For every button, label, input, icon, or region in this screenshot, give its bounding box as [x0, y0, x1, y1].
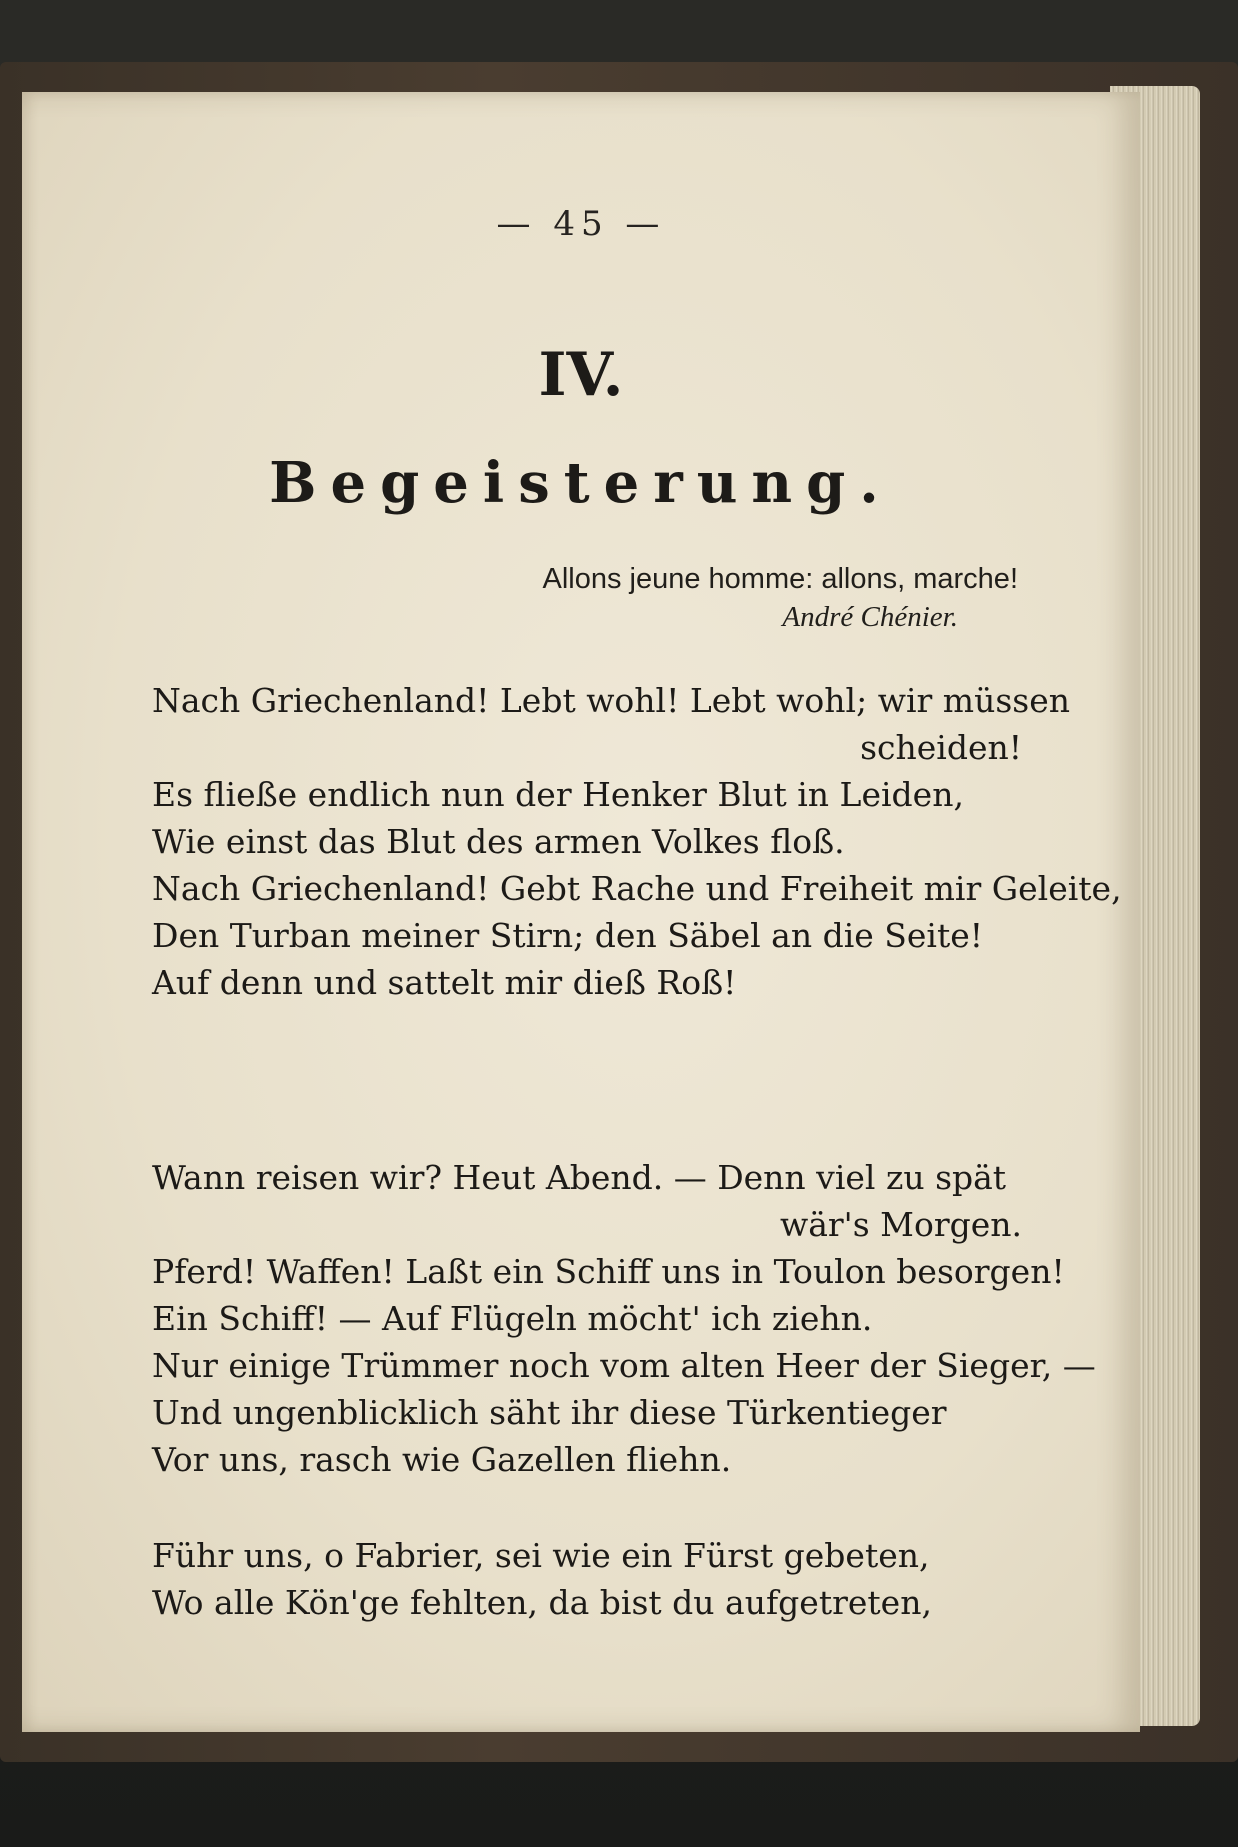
book-page: [22, 92, 1140, 1732]
verse-line-continuation: wär's Morgen.: [779, 1205, 1022, 1244]
epigraph: [542, 560, 1018, 636]
verse-line: Ein Schiff! — Auf Flügeln möcht' ich ziehn.: [152, 1299, 873, 1338]
verse-line: Und ungenblicklich säht ihr diese Türkentieger: [152, 1393, 947, 1432]
chapter-title: Begeisterung.: [269, 450, 893, 516]
page-number: — 45 —: [496, 204, 666, 244]
stanza-3: [152, 1532, 1022, 1626]
verse-line-continuation: scheiden!: [860, 728, 1022, 767]
verse-line: Es fließe endlich nun der Henker Blut in Leiden,: [152, 775, 964, 814]
chapter-number: IV.: [538, 340, 624, 410]
verse-line: Nur einige Trümmer noch vom alten Heer der Sieger, —: [152, 1346, 1096, 1385]
epigraph-author: André Chénier.: [782, 601, 958, 633]
verse-line: Führ uns, o Fabrier, sei wie ein Fürst gebeten,: [152, 1536, 930, 1575]
verse-line: Vor uns, rasch wie Gazellen fliehn.: [152, 1440, 732, 1479]
verse-line: Den Turban meiner Stirn; den Säbel an die Seite!: [152, 916, 984, 955]
verse-line: Pferd! Waffen! Laßt ein Schiff uns in Toulon besorgen!: [152, 1252, 1065, 1291]
verse-line: Auf denn und sattelt mir dieß Roß!: [152, 963, 737, 1002]
verse-line: Nach Griechenland! Gebt Rache und Freiheit mir Geleite,: [152, 869, 1122, 908]
verse-line: Wann reisen wir? Heut Abend. — Denn viel zu spät: [152, 1158, 1007, 1197]
verse-line: Wo alle Kön'ge fehlten, da bist du aufgetreten,: [152, 1583, 932, 1622]
stanza-1: [152, 677, 1122, 1006]
epigraph-quote: Allons jeune homme: allons, marche!: [542, 563, 1018, 595]
stanza-2: [152, 1154, 1096, 1483]
verse-line: Wie einst das Blut des armen Volkes floß.: [152, 822, 845, 861]
verse-line: Nach Griechenland! Lebt wohl! Lebt wohl; wir müssen: [152, 681, 1070, 720]
